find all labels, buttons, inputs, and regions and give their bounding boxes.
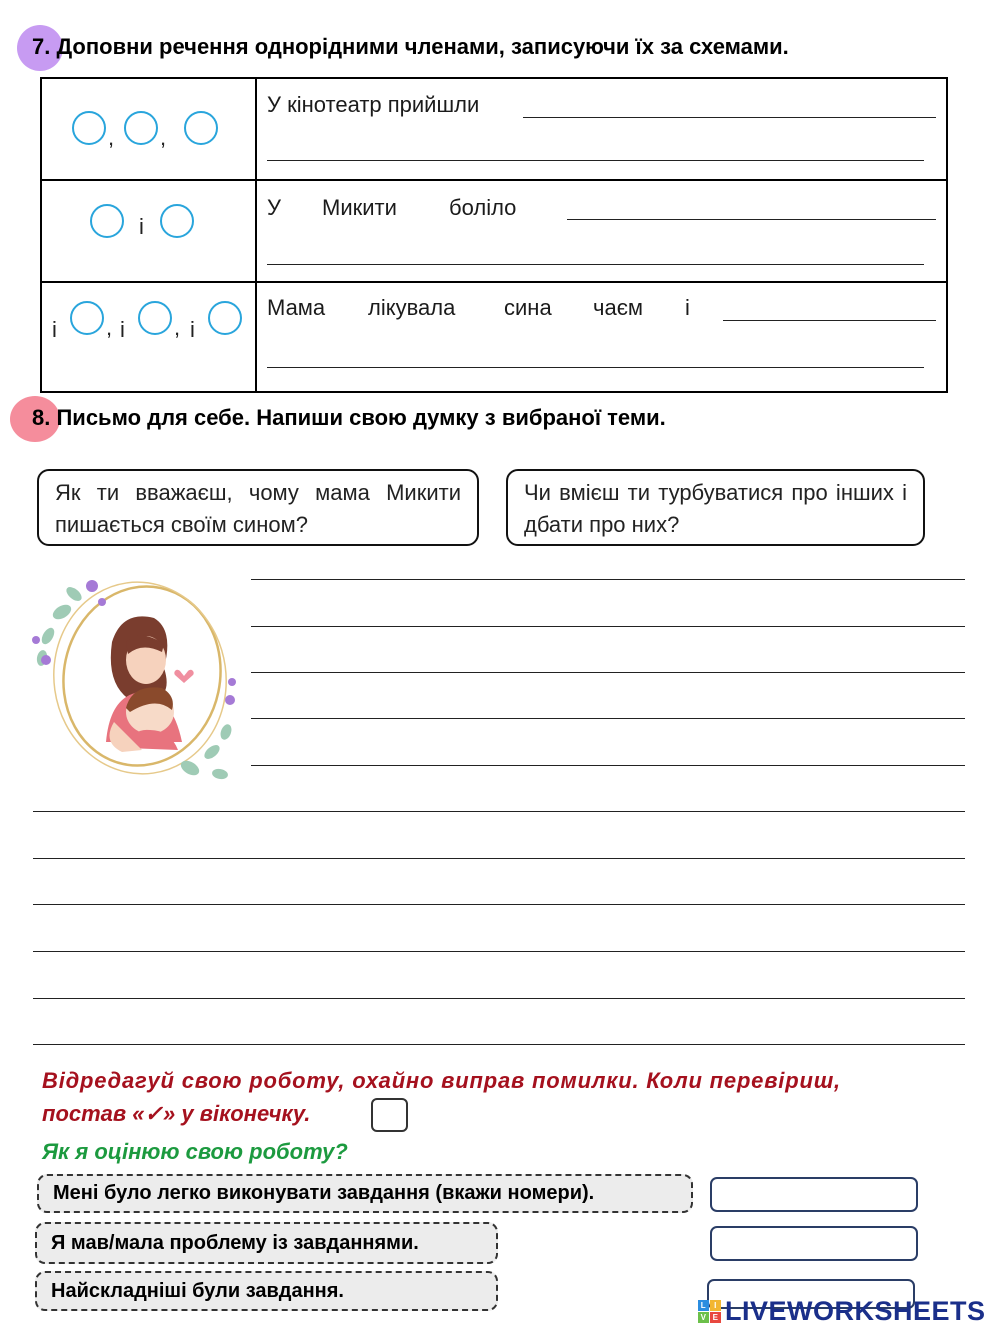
writing-line[interactable]: [33, 1044, 965, 1045]
scheme-circle: [72, 111, 106, 145]
writing-line[interactable]: [251, 672, 965, 673]
scheme-circle: [138, 301, 172, 335]
writing-line[interactable]: [33, 904, 965, 905]
scheme-circle: [160, 204, 194, 238]
writing-line[interactable]: [33, 811, 965, 812]
comma-mark: ,: [108, 125, 115, 150]
answer-line[interactable]: [523, 117, 936, 118]
logo-letter: L: [698, 1300, 709, 1311]
sentence-2-word: боліло: [449, 195, 517, 220]
sentence-3-word: лікувала: [368, 295, 456, 320]
eval-item-label: Найскладніші були завдання.: [51, 1279, 344, 1302]
scheme-cell-3: [41, 282, 256, 392]
comma-mark: ,: [106, 315, 113, 340]
schemes-table: [40, 77, 948, 393]
answer-line[interactable]: [267, 367, 924, 368]
conjunction-i: і: [139, 214, 144, 239]
conjunction-i: і: [52, 317, 57, 342]
sentence-cell-3: [256, 282, 947, 392]
comma-mark: ,: [160, 125, 167, 150]
writing-line[interactable]: [251, 579, 965, 580]
sentence-cell-2: [256, 180, 947, 282]
writing-line[interactable]: [251, 718, 965, 719]
logo-letter: V: [698, 1312, 709, 1323]
scheme-circle: [90, 204, 124, 238]
writing-line[interactable]: [251, 626, 965, 627]
task8-title: Письмо для себе. Напиши свою думку з вибраної теми.: [56, 405, 666, 430]
eval-item-problem: [35, 1222, 498, 1264]
liveworksheets-logo[interactable]: [698, 1296, 986, 1327]
logo-letter: I: [710, 1300, 721, 1311]
scheme-circle: [70, 301, 104, 335]
eval-answer-easy[interactable]: [710, 1177, 918, 1212]
eval-item-hardest: [35, 1271, 498, 1311]
scheme-circle: [184, 111, 218, 145]
writing-line[interactable]: [33, 998, 965, 999]
mother-child-illustration: [22, 572, 248, 794]
sentence-2-word: У: [267, 195, 281, 220]
topic-option-1[interactable]: Як ти вважаєш, чому мама Микити пишається своїм сином?: [37, 469, 479, 546]
answer-line[interactable]: [567, 219, 936, 220]
scheme-cell-2: [41, 180, 256, 282]
sentence-3-word: Мама: [267, 295, 326, 320]
answer-line[interactable]: [267, 264, 924, 265]
answer-line[interactable]: [267, 160, 924, 161]
answer-line[interactable]: [723, 320, 936, 321]
conjunction-i: і: [190, 317, 195, 342]
writing-line[interactable]: [33, 951, 965, 952]
eval-item-label: Я мав/мала проблему із завданнями.: [51, 1231, 419, 1254]
task7-title: Доповни речення однорідними членами, записуючи їх за схемами.: [56, 34, 789, 59]
sentence-1: У кінотеатр прийшли: [267, 92, 480, 117]
eval-answer-problem[interactable]: [710, 1226, 918, 1261]
edit-instruction-line1: Відредагуй свою роботу, охайно виправ помилки. Коли перевіриш,: [42, 1068, 841, 1093]
sentence-3-word: і: [685, 295, 690, 320]
sentence-2-word: Микити: [322, 195, 397, 220]
eval-item-easy: [37, 1174, 693, 1213]
scheme-circle: [124, 111, 158, 145]
check-done-box[interactable]: [371, 1098, 408, 1132]
writing-line[interactable]: [251, 765, 965, 766]
logo-icon: [698, 1300, 721, 1323]
edit-instruction-line2: постав «✓» у віконечку.: [42, 1101, 311, 1126]
comma-mark: ,: [174, 315, 181, 340]
sentence-3-word: чаєм: [593, 295, 644, 320]
scheme-cell-1: [41, 78, 256, 180]
logo-text: LIVEWORKSHEETS: [725, 1296, 986, 1326]
self-evaluation-title: Як я оцінюю свою роботу?: [42, 1139, 348, 1164]
writing-line[interactable]: [33, 858, 965, 859]
task7-number: 7.: [32, 34, 51, 59]
scheme-circle: [208, 301, 242, 335]
task8-title-line: [32, 405, 666, 431]
sentence-cell-1: [256, 78, 947, 180]
logo-letter: E: [710, 1312, 721, 1323]
eval-item-label: Мені було легко виконувати завдання (вкажи номери).: [53, 1182, 595, 1204]
task8-number: 8.: [32, 405, 51, 430]
topic-option-2[interactable]: Чи вмієш ти турбуватися про інших і дбати про них?: [506, 469, 925, 546]
sentence-3-word: сина: [504, 295, 552, 320]
task7-title-line: [32, 34, 789, 60]
conjunction-i: і: [120, 317, 125, 342]
